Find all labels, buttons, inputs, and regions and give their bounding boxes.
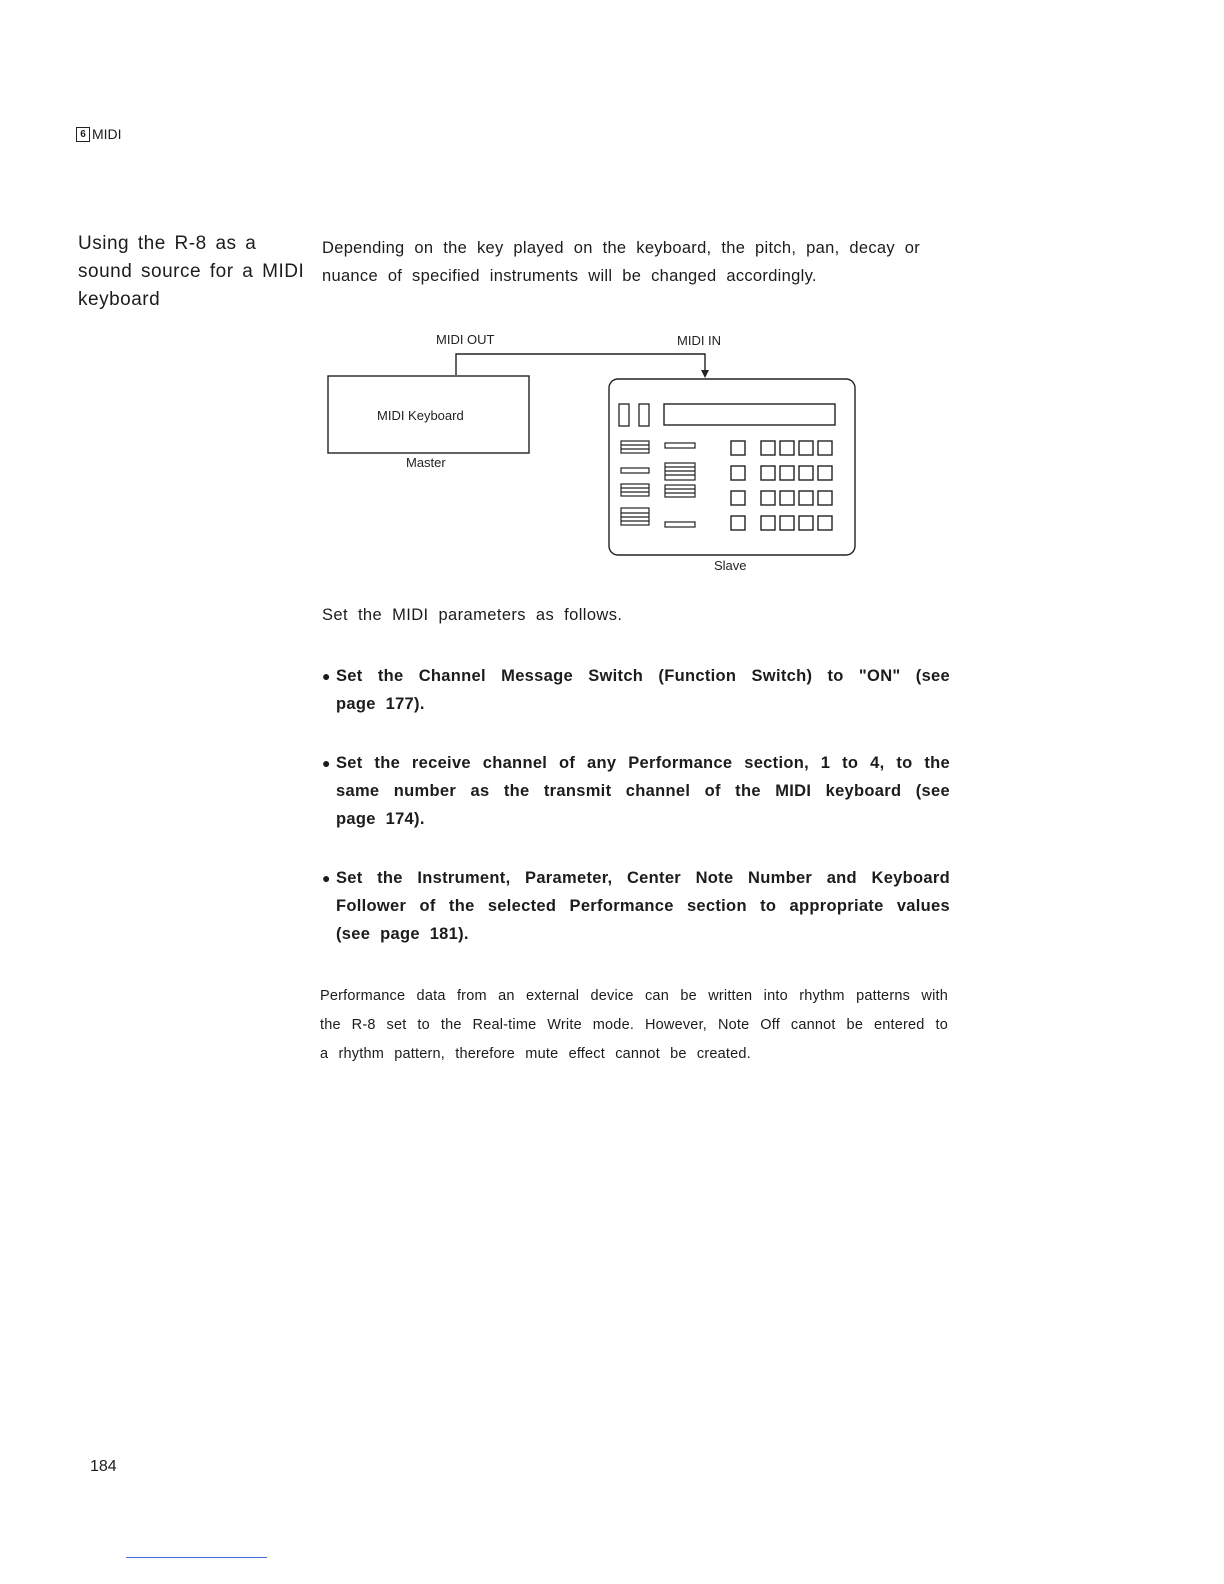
- instruction-list: [322, 662, 950, 979]
- list-item: [322, 864, 950, 948]
- list-item: [322, 749, 950, 833]
- list-item: [322, 662, 950, 718]
- midi-in-label: MIDI IN: [677, 333, 722, 348]
- midi-keyboard-label: MIDI Keyboard: [377, 408, 464, 423]
- master-label: Master: [406, 455, 446, 470]
- page-number: 184: [90, 1458, 117, 1475]
- set-parameters-line: Set the MIDI parameters as follows.: [322, 606, 623, 624]
- slave-seven-segment-display: [619, 404, 649, 426]
- chapter-section-label: MIDI: [92, 126, 122, 142]
- slider-column-right: [665, 443, 695, 527]
- slider-column-left: [621, 441, 649, 525]
- chapter-number-badge: 6: [76, 127, 90, 142]
- section-title: Using the R-8 as a sound source for a MIDI keyboard: [78, 233, 305, 310]
- pad-grid: [731, 441, 832, 530]
- midi-cable: [456, 354, 705, 375]
- bullet-icon: ●: [322, 870, 331, 886]
- bullet-icon: ●: [322, 668, 331, 684]
- list-item-text: Set the Instrument, Parameter, Center Note Number and Keyboard Follower of the selected Performance section to appropriate values (see page 181).: [336, 869, 950, 943]
- footer-rule: [126, 1557, 267, 1558]
- list-item-text: Set the Channel Message Switch (Function Switch) to "ON" (see page 177).: [336, 667, 950, 713]
- slave-lcd-display: [664, 404, 835, 425]
- bullet-icon: ●: [322, 755, 331, 771]
- list-item-text: Set the receive channel of any Performance section, 1 to 4, to the same number as the transmit channel of the MIDI keyboard (see page 174).: [336, 754, 950, 828]
- slave-label: Slave: [714, 558, 747, 573]
- note-paragraph: Performance data from an external device can be written into rhythm patterns with the R-8 set to the Real-time Write mode. However, Note Off cannot be entered to a rhythm pattern, therefore mute effect cannot be created.: [320, 988, 948, 1062]
- midi-out-label: MIDI OUT: [436, 332, 495, 347]
- midi-connection-diagram: [300, 325, 980, 585]
- chapter-header: [76, 126, 122, 142]
- arrow-down-icon: [701, 370, 709, 378]
- intro-paragraph: Depending on the key played on the keyboard, the pitch, pan, decay or nuance of specified instruments will be changed accordingly.: [322, 239, 921, 285]
